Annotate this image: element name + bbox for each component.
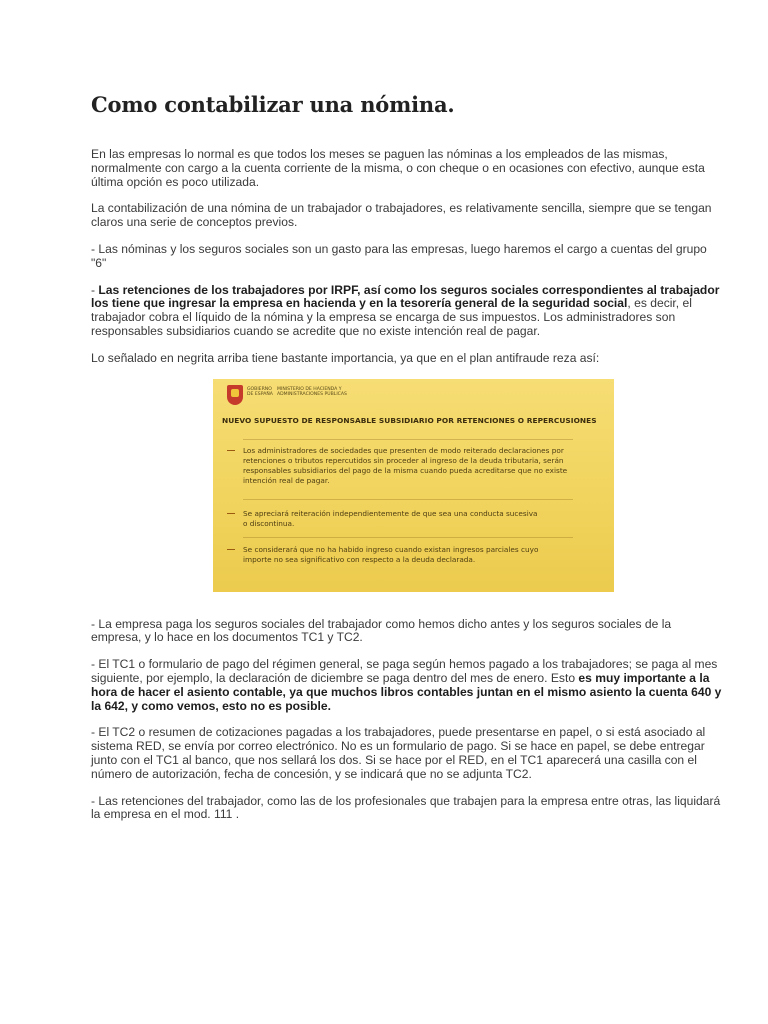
divider xyxy=(243,439,573,440)
paragraph-retenciones-irpf xyxy=(91,284,723,339)
divider xyxy=(243,537,573,538)
paragraph-continuation: , es decir, el trabajador cobra el líquido de la nómina y la empresa se encarga de sus impuestos. Los administradores son responsables subsidiarios cuando se acredite que no existe intención real de pagar. xyxy=(91,296,692,338)
government-label: GOBIERNO DE ESPAÑA xyxy=(247,386,273,397)
divider xyxy=(243,499,573,500)
figure-item-ingresos-parciales xyxy=(243,545,563,565)
ministry-label: MINISTERIO DE HACIENDA Y ADMINISTRACIONES PÚBLICAS xyxy=(277,386,347,397)
document-page xyxy=(91,92,723,835)
figure-heading: NUEVO SUPUESTO DE RESPONSABLE SUBSIDIARIO POR RETENCIONES O REPERCUSIONES xyxy=(222,415,597,425)
figure-item-administradores xyxy=(243,446,583,487)
paragraph-intro: En las empresas lo normal es que todos los meses se paguen las nóminas a los empleados de las mismas, normalmente con cargo a la cuenta corriente de la misma, o con cheque o en ocasiones con efectivo, aunque esta última opción es poco utilizada. xyxy=(91,147,705,189)
dash-icon xyxy=(227,450,235,452)
paragraph-mod-111: - Las retenciones del trabajador, como las de los profesionales que trabajen para la empresa entre otras, las liquidará la empresa en el mod. 111 . xyxy=(91,793,721,822)
coat-of-arms-icon xyxy=(227,385,243,405)
dash-icon xyxy=(227,549,235,551)
figure-item-text: Los administradores de sociedades que presenten de modo reiterado declaraciones por retenciones o tributos repercutidos sin proceder al ingreso de la deuda tributaria, serán responsables subsidiarios del pago de la misma cuando pueda acreditarse que no existe intención real de pagar. xyxy=(243,445,568,486)
figure-item-text: Se apreciará reiteración independientemente de que sea una conducta sucesiva o discontinua. xyxy=(243,508,538,528)
paragraph-tc1-tc2: - La empresa paga los seguros sociales del trabajador como hemos dicho antes y los seguros sociales de la empresa, y lo hace en los documentos TC1 y TC2. xyxy=(91,616,672,645)
paragraph-negrita: Lo señalado en negrita arriba tiene bastante importancia, ya que en el plan antifraude reza así: xyxy=(91,350,600,365)
paragraph-tc2: - El TC2 o resumen de cotizaciones pagadas a los trabajadores, puede presentarse en papel, o si está asociado al sistema RED, se envía por correo electrónico. No es un formulario de pago. Si se hace en papel, se debe entregar junto con el TC1 al banco, que nos sellará los dos. Si se hace por el RED, en el TC1 aparecerá una casilla con el número de autorización, fecha de concesión, y se indicará que no se adjunta TC2. xyxy=(91,725,706,781)
page-title: Como contabilizar una nómina. xyxy=(91,92,455,117)
bold-retenciones-text: Las retenciones de los trabajadores por IRPF, así como los seguros sociales correspondientes al trabajador los tiene que ingresar la empresa en hacienda y en la tesorería general de la seguridad social xyxy=(91,282,720,311)
paragraph-tc1-text: - El TC1 o formulario de pago del régimen general, se paga según hemos pagado a los trabajadores; se paga al mes siguiente, por ejemplo, la declaración de diciembre se paga dentro del mes de enero. Esto xyxy=(91,657,718,685)
figure-item-text: Se considerará que no ha habido ingreso cuando existan ingresos parciales cuyo importe no sea significativo con respecto a la deuda declarada. xyxy=(243,544,539,564)
government-logo xyxy=(227,385,347,409)
paragraph-dash: - xyxy=(91,282,99,297)
dash-icon xyxy=(227,513,235,515)
paragraph-grupo-6: - Las nóminas y los seguros sociales son un gasto para las empresas, luego haremos el cargo a cuentas del grupo "6" xyxy=(91,241,707,270)
paragraph-concepts: La contabilización de una nómina de un trabajador o trabajadores, es relativamente sencilla, siempre que se tengan claros una serie de conceptos previos. xyxy=(91,201,712,230)
bold-asiento-text: es muy importante a la hora de hacer el asiento contable, ya que muchos libros contables juntan en el mismo asiento la cuenta 640 y la 642, y como vemos, esto no es posible. xyxy=(91,670,722,713)
figure-item-reiteracion xyxy=(243,509,543,529)
paragraph-tc1 xyxy=(91,658,723,713)
plan-antifraude-image xyxy=(213,379,614,592)
